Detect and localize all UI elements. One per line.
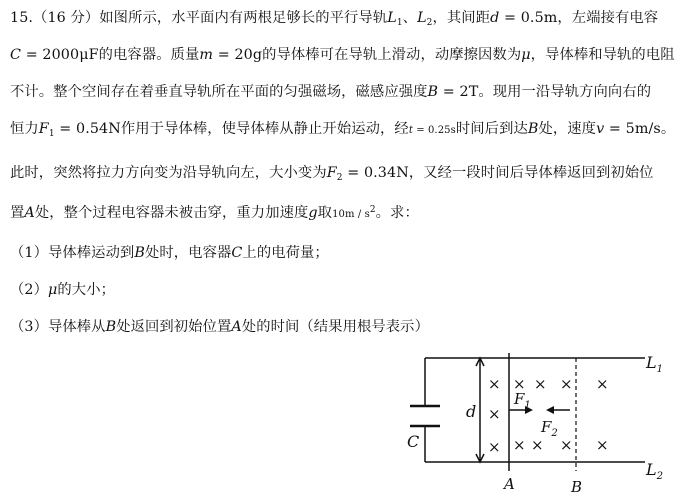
text-segment: ，其间距 (432, 10, 491, 26)
text-segment: 处，速度 (538, 121, 597, 137)
field-mark: × (488, 375, 501, 393)
time-symbol: t (408, 125, 413, 136)
text-segment: 处的时间（结果用根号表示） (241, 319, 429, 335)
question-2 (10, 280, 115, 300)
text-segment: 作用于导体棒，使导体棒从静止开始运动，经 (120, 121, 409, 137)
field-mark: × (488, 405, 501, 423)
point-a-symbol: A (231, 319, 242, 335)
friction-symbol: μ (521, 47, 531, 63)
label-d: d (466, 402, 477, 421)
field-mark: × (560, 375, 573, 393)
text-segment: （1）导体棒运动到 (10, 245, 135, 261)
text-segment: ，左端接有电容 (557, 10, 659, 26)
mass-value: = 20g (213, 47, 263, 63)
text-segment: 不计。整个空间存在着垂直导轨所在平面的匀强磁场，磁感应强度 (10, 84, 428, 100)
problem-number: 15. (10, 10, 34, 26)
subscript: 1 (48, 129, 55, 139)
label-l1: $L_1$ (646, 353, 663, 375)
rail-l2-symbol: L (417, 10, 427, 26)
point-b-symbol: B (134, 245, 145, 261)
problem-line-5 (10, 163, 654, 183)
field-mark: × (560, 436, 573, 454)
question-1 (10, 243, 329, 263)
field-mark: × (531, 436, 544, 454)
field-symbol: B (427, 84, 439, 100)
problem-line-2 (10, 45, 675, 65)
velocity-value: = 5m/s (604, 121, 661, 137)
force2-value: = 0.34N (342, 165, 409, 181)
field-mark: × (534, 375, 547, 393)
distance-symbol: d (490, 10, 500, 26)
time-value: = 0.25s (412, 125, 456, 136)
text-segment: ，导体棒和导轨的电阻 (530, 47, 675, 63)
separator: 、 (402, 10, 418, 26)
problem-points: （16 分） (33, 10, 100, 26)
capacitor-symbol: C (231, 245, 243, 261)
subscript: 1 (396, 18, 403, 28)
problem-line-6 (10, 203, 419, 225)
superscript: 2 (369, 205, 376, 215)
point-a-symbol: A (24, 205, 35, 221)
label-b: B (571, 478, 583, 496)
label-a: A (504, 475, 515, 493)
label-f2: $F_2$ (541, 418, 558, 439)
distance-value: = 0.5m (499, 10, 558, 26)
force2-arrowhead (546, 406, 554, 414)
point-b-symbol: B (527, 121, 539, 137)
subscript: 2 (336, 173, 343, 183)
rail-l1-symbol: L (387, 10, 397, 26)
text-segment: 取 (317, 205, 333, 221)
text-segment: 时间后到达 (455, 121, 528, 137)
force2-symbol: F (326, 165, 337, 181)
text-segment: 的大小； (57, 282, 115, 298)
text-segment: （3）导体棒从 (10, 319, 106, 335)
text-segment: 上的电荷量； (242, 245, 329, 261)
text-segment: 如图所示，水平面内有两根足够长的平行导轨 (99, 10, 388, 26)
gravity-number: 10m / s (332, 209, 370, 220)
problem-line-4 (10, 119, 675, 141)
problem-line-3 (10, 82, 651, 102)
circuit-diagram (400, 345, 690, 497)
field-mark: × (513, 375, 526, 393)
text-segment: 恒力 (10, 121, 39, 137)
problem-line-1 (10, 8, 658, 28)
text-segment: （2） (10, 282, 48, 298)
time-expression (409, 125, 456, 136)
field-mark: × (513, 436, 526, 454)
capacitance-symbol: C (10, 47, 22, 63)
subscript: 2 (426, 18, 433, 28)
label-c: C (407, 432, 420, 451)
text-segment: 的电容器。质量 (98, 47, 200, 63)
force1-value: = 0.54N (54, 121, 121, 137)
field-mark: × (488, 438, 501, 456)
velocity-symbol: v (596, 121, 605, 137)
text-segment: ，又经一段时间后导体棒返回到初始位 (408, 165, 654, 181)
field-mark: × (596, 436, 609, 454)
text-segment: 处返回到初始位置 (116, 319, 232, 335)
question-3 (10, 317, 429, 337)
label-l2: $L_2$ (646, 460, 663, 482)
gravity-symbol: g (308, 205, 318, 221)
label-f1: $F_1$ (514, 390, 531, 411)
text-segment: 。 (660, 121, 676, 137)
gravity-value (332, 205, 376, 220)
field-mark: × (596, 375, 609, 393)
force1-symbol: F (38, 121, 49, 137)
text-segment: 处时，电容器 (144, 245, 232, 261)
text-segment: 此时，突然将拉力方向变为沿导轨向左，大小变为 (10, 165, 327, 181)
text-segment: 处，整个过程电容器未被击穿，重力加速度 (34, 205, 309, 221)
text-segment: 的导体棒可在导轨上滑动，动摩擦因数为 (262, 47, 522, 63)
field-value: = 2T (438, 84, 479, 100)
mass-symbol: m (199, 47, 214, 63)
text-segment: 。求： (375, 205, 419, 221)
friction-symbol: μ (48, 282, 58, 298)
point-b-symbol: B (105, 319, 117, 335)
text-segment: 。现用一沿导轨方向向右的 (478, 84, 652, 100)
text-segment: 置 (10, 205, 25, 221)
capacitance-value: = 2000μF (21, 47, 99, 63)
